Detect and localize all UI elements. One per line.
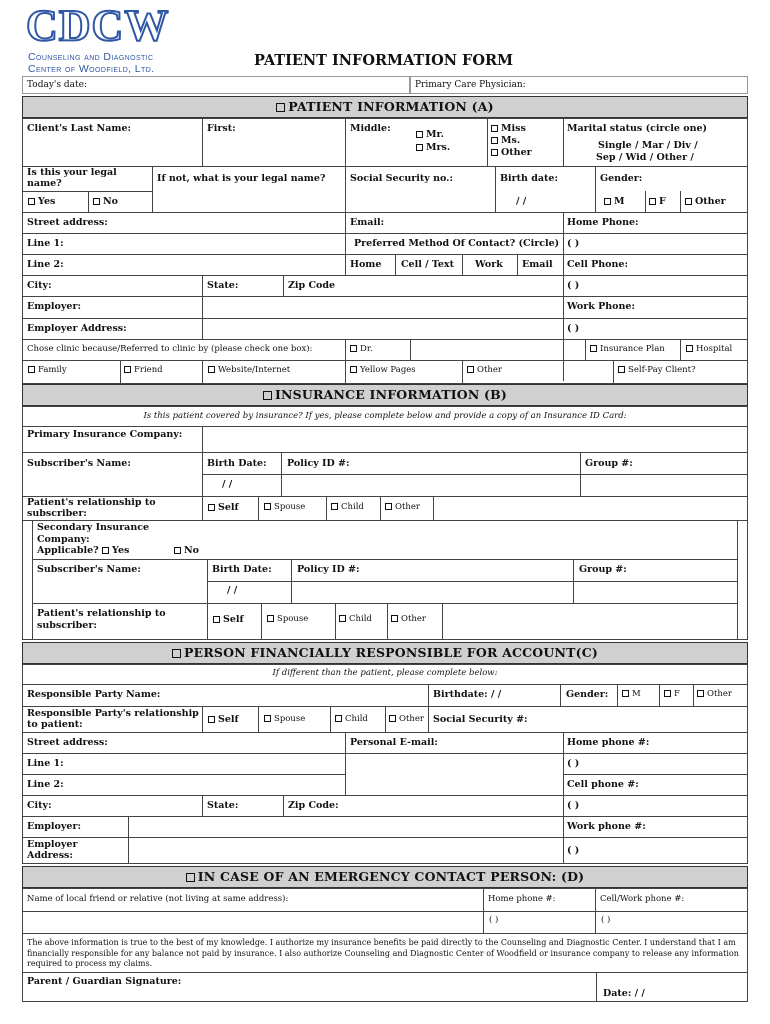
signature-field[interactable] (22, 972, 596, 1002)
city-label: City: (27, 280, 52, 291)
secondary-rel-child[interactable]: Child (339, 615, 372, 625)
responsible-gender-label: Gender: (566, 689, 609, 700)
checkbox-icon (208, 366, 215, 373)
responsible-rel-label-1: Responsible Party's relationship (27, 708, 199, 719)
middle-name-label: Middle: (350, 123, 391, 134)
responsible-home-phone-label: Home phone #: (567, 737, 650, 748)
section-a-header: PATIENT INFORMATION (A) (22, 96, 748, 118)
work-phone-label: Work Phone: (567, 301, 635, 312)
checkbox-icon (335, 715, 342, 722)
responsible-employer-label: Employer: (27, 821, 81, 832)
checkbox-icon (124, 366, 131, 373)
gender-f[interactable]: F (649, 197, 666, 208)
line-1-label: Line 1: (27, 238, 64, 249)
relationship-label-2: subscriber: (27, 508, 87, 519)
responsible-rel-self[interactable]: Self (208, 715, 239, 726)
checkbox-icon (385, 503, 392, 510)
email-label: Email: (350, 217, 385, 228)
section-checkbox-icon (276, 103, 285, 112)
primary-company-label: Primary Insurance Company: (27, 429, 183, 440)
subscriber-name-label: Subscriber's Name: (27, 458, 131, 469)
logo (26, 1, 226, 75)
checkbox-icon (208, 504, 215, 511)
marital-status-label: Marital status (circle one) (567, 123, 708, 134)
responsible-home-parens[interactable]: ( ) (567, 758, 580, 769)
section-d-header: IN CASE OF AN EMERGENCY CONTACT PERSON: (D) (22, 866, 748, 888)
responsible-cell-label: Cell phone #: (567, 779, 639, 790)
gender-label: Gender: (600, 173, 643, 184)
last-name-label: Client's Last Name: (27, 123, 132, 134)
responsible-rel-other[interactable]: Other (389, 715, 424, 725)
signature-label: Parent / Guardian Signature: (27, 976, 182, 987)
work-phone-parens[interactable]: ( ) (567, 323, 580, 334)
policy-id-label: Policy ID #: (287, 458, 350, 469)
checkbox-icon (102, 547, 109, 554)
section-checkbox-icon (172, 649, 181, 658)
checkbox-icon (389, 715, 396, 722)
section-c-header: PERSON FINANCIALLY RESPONSIBLE FOR ACCOUNT(C) (22, 642, 748, 664)
responsible-cell-parens[interactable]: ( ) (567, 800, 580, 811)
primary-physician-field[interactable] (410, 76, 748, 94)
checkbox-icon (93, 198, 100, 205)
title-miss-option[interactable]: Miss (491, 124, 526, 135)
checkbox-icon (467, 366, 474, 373)
insurance-intro: Is this patient covered by insurance? If yes, please complete below and provide a copy of an Insurance ID Card: (143, 411, 627, 421)
secondary-label-1: Secondary Insurance (37, 522, 150, 533)
marital-options-row-2[interactable]: Sep / Wid / Other / (596, 152, 694, 163)
gender-other[interactable]: Other (685, 197, 726, 208)
secondary-rel-other[interactable]: Other (391, 615, 426, 625)
gender-m[interactable]: M (604, 197, 625, 208)
contact-cell-option[interactable]: Cell / Text (401, 259, 454, 270)
cell-phone-parens[interactable]: ( ) (567, 280, 580, 291)
checkbox-icon (590, 345, 597, 352)
first-name-label: First: (207, 123, 236, 134)
relationship-self[interactable]: Self (208, 503, 239, 514)
checkbox-icon (267, 615, 274, 622)
title-mrs-option[interactable]: Mrs. (416, 143, 450, 154)
referral-hospital[interactable]: Hospital (686, 345, 732, 355)
responsible-gender-m[interactable]: M (622, 690, 641, 700)
checkbox-icon (28, 198, 35, 205)
secondary-no[interactable]: No (174, 546, 199, 557)
checkbox-icon (697, 690, 704, 697)
checkbox-icon (208, 716, 215, 723)
chose-clinic-label: Chose clinic because/Referred to clinic by (please check one box): (27, 344, 313, 354)
secondary-policy-label: Policy ID #: (297, 564, 360, 575)
secondary-rel-self[interactable]: Self (213, 615, 244, 626)
responsible-gender-f[interactable]: F (664, 690, 680, 700)
checkbox-icon (264, 503, 271, 510)
checkbox-icon (416, 144, 423, 151)
secondary-relationship-1: Patient's relationship to (37, 608, 166, 619)
checkbox-icon (28, 366, 35, 373)
checkbox-icon (213, 616, 220, 623)
birth-date-slashes: / / (516, 196, 527, 207)
responsible-state-label: State: (207, 800, 239, 811)
if-not-legal-name-label: If not, what is your legal name? (157, 173, 326, 184)
checkbox-icon (264, 715, 271, 722)
ssn-label: Social Security no.: (350, 173, 453, 184)
referral-website[interactable]: Website/Internet (208, 366, 290, 376)
secondary-yes[interactable]: Yes (102, 545, 129, 556)
responsible-rel-label-2: to patient: (27, 719, 83, 730)
checkbox-icon (350, 345, 357, 352)
checkbox-icon (685, 198, 692, 205)
checkbox-icon (686, 345, 693, 352)
home-phone-label: Home Phone: (567, 217, 639, 228)
title-ms-option[interactable]: Ms. (491, 136, 520, 147)
contact-home-option[interactable]: Home (350, 259, 382, 270)
responsible-emp-addr-2: Address: (27, 850, 73, 861)
relationship-spouse[interactable]: Spouse (264, 503, 305, 513)
referral-dr[interactable]: Dr. (350, 345, 373, 355)
responsible-emp-addr-1: Employer (27, 839, 78, 850)
responsible-line-1-label: Line 1: (27, 758, 64, 769)
logo-letters: CDCW (26, 1, 170, 50)
responsible-ssn-label: Social Security #: (433, 714, 528, 725)
logo-line-2: Center of Woodfield, Ltd. (28, 63, 155, 75)
checkbox-icon (491, 125, 498, 132)
checkbox-icon (331, 503, 338, 510)
legal-name-question-1: Is this your legal (27, 167, 117, 178)
referral-insurance-plan[interactable]: Insurance Plan (590, 345, 665, 355)
title-other-option[interactable]: Other (491, 148, 532, 159)
todays-date-label: Today's date: (27, 80, 87, 90)
self-pay-client[interactable]: Self-Pay Client? (618, 366, 696, 376)
line-2-label: Line 2: (27, 259, 64, 270)
subscriber-birth-date-label: Birth Date: (207, 458, 267, 469)
home-phone-parens[interactable]: ( ) (567, 238, 580, 249)
checkbox-icon (622, 690, 629, 697)
primary-physician-label: Primary Care Physician: (415, 80, 526, 90)
responsible-rel-child[interactable]: Child (335, 715, 368, 725)
employer-address-label: Employer Address: (27, 323, 127, 334)
checkbox-icon (604, 198, 611, 205)
todays-date-field[interactable] (22, 76, 410, 94)
subscriber-birth-slashes: / / (222, 479, 233, 490)
local-friend-label: Name of local friend or relative (not living at same address): (27, 894, 289, 904)
secondary-relationship-2: subscriber: (37, 620, 97, 631)
emergency-home-phone-label: Home phone #: (488, 894, 556, 904)
responsible-city-label: City: (27, 800, 52, 811)
checkbox-icon (664, 690, 671, 697)
emergency-cellwork-label: Cell/Work phone #: (600, 894, 685, 904)
checkbox-icon (174, 547, 181, 554)
secondary-label-2: Company: (37, 534, 90, 545)
responsible-rel-spouse[interactable]: Spouse (264, 715, 305, 725)
title-mr-option[interactable]: Mr. (416, 130, 444, 141)
street-address-label: Street address: (27, 217, 108, 228)
cell-phone-label: Cell Phone: (567, 259, 628, 270)
responsible-work-phone-label: Work phone #: (567, 821, 646, 832)
secondary-birth-slashes: / / (227, 585, 238, 596)
referral-family[interactable]: Family (28, 366, 67, 376)
form-title: PATIENT INFORMATION FORM (254, 52, 514, 69)
personal-email-label: Personal E-mail: (350, 737, 438, 748)
legal-name-yes[interactable]: Yes (28, 197, 55, 208)
legal-name-no[interactable]: No (93, 197, 118, 208)
contact-email-option[interactable]: Email (522, 259, 553, 270)
emergency-home-parens[interactable]: ( ) (489, 915, 499, 925)
state-label: State: (207, 280, 239, 291)
checkbox-icon (350, 366, 357, 373)
responsible-work-parens[interactable]: ( ) (567, 845, 580, 856)
checkbox-icon (618, 366, 625, 373)
responsible-name-label: Responsible Party Name: (27, 689, 161, 700)
secondary-rel-spouse[interactable]: Spouse (267, 615, 308, 625)
secondary-subscriber-label: Subscriber's Name: (37, 564, 141, 575)
checkbox-icon (491, 149, 498, 156)
referral-other[interactable]: Other (467, 366, 502, 376)
secondary-applicable: Applicable? Yes (37, 545, 130, 556)
preferred-contact-label: Preferred Method Of Contact? (Circle) (354, 238, 560, 249)
legal-name-question-2: name? (27, 178, 62, 189)
section-checkbox-icon (263, 391, 272, 400)
relationship-other[interactable]: Other (385, 503, 420, 513)
responsible-birthdate: Birthdate: / / (433, 689, 502, 700)
emergency-cellwork-parens[interactable]: ( ) (601, 915, 611, 925)
secondary-insurance-box (32, 520, 738, 640)
secondary-group-label: Group #: (579, 564, 627, 575)
checkbox-icon (649, 198, 656, 205)
responsible-street-label: Street address: (27, 737, 108, 748)
section-b-header: INSURANCE INFORMATION (B) (22, 384, 748, 406)
consent-text: The above information is true to the best of my knowledge. I authorize my insurance benefits be paid directly to the Counseling and Diagnostic Center. I understand that I am financially responsible for any balance not paid by insurance. I also authorize Counseling and Diagnostic Center of Woodfield or insurance company to release any information required to process my claims. (27, 938, 739, 969)
relationship-child[interactable]: Child (331, 503, 364, 513)
checkbox-icon (491, 137, 498, 144)
marital-options-row-1[interactable]: Single / Mar / Div / (598, 140, 698, 151)
employer-label: Employer: (27, 301, 81, 312)
checkbox-icon (391, 615, 398, 622)
checkbox-icon (339, 615, 346, 622)
responsible-zip-label: Zip Code: (288, 800, 339, 811)
referral-yellow-pages[interactable]: Yellow Pages (350, 366, 416, 376)
secondary-birth-date-label: Birth Date: (212, 564, 272, 575)
relationship-label-1: Patient's relationship to (27, 497, 156, 508)
contact-work-option[interactable]: Work (475, 259, 503, 270)
responsible-gender-other[interactable]: Other (697, 690, 732, 700)
logo-line-1: Counseling and Diagnostic (28, 51, 154, 63)
responsible-line-2-label: Line 2: (27, 779, 64, 790)
group-label: Group #: (585, 458, 633, 469)
section-c-intro: If different than the patient, please complete below: (272, 668, 498, 678)
referral-friend[interactable]: Friend (124, 366, 163, 376)
section-checkbox-icon (186, 873, 195, 882)
zip-label: Zip Code (288, 280, 336, 291)
checkbox-icon (416, 131, 423, 138)
birth-date-label: Birth date: (500, 173, 558, 184)
date-label: Date: / / (603, 988, 645, 999)
